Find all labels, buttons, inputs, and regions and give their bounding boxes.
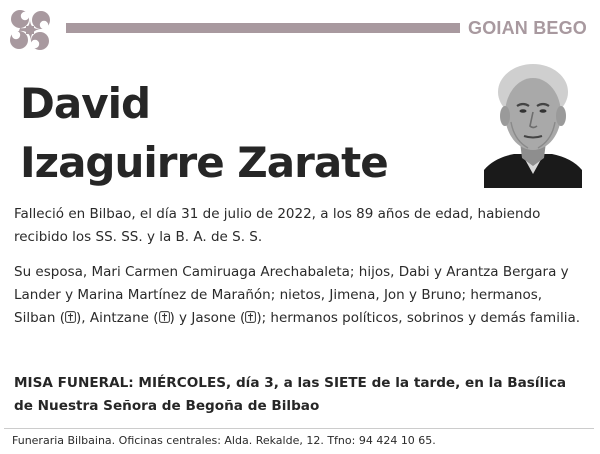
lauburu-icon [6, 6, 54, 54]
family-text-part: ), Aintzane ( [76, 310, 159, 326]
family-notice [14, 261, 586, 330]
family-text-part: Su esposa, Mari Carmen Camiruaga Arechabaleta; hijos, Dabi y Arantza Bergara y Lander y Marina Martínez de Marañón; nietos, Jimena, Jon y Bruno; hermanos, Silban ( [14, 264, 569, 326]
cross-icon [159, 311, 170, 323]
cross-icon [245, 311, 256, 323]
header-rule [66, 23, 460, 33]
death-notice: Falleció en Bilbao, el día 31 de julio de 2022, a los 89 años de edad, habiendo recibido los SS. SS. y la B. A. de S. S. [14, 206, 541, 245]
brand-name: GOIAN BEGO [468, 18, 588, 38]
family-text-part: ) y Jasone ( [169, 310, 246, 326]
portrait-photo [484, 62, 582, 188]
footer-divider [4, 428, 594, 429]
funeral-mass-notice: MISA FUNERAL: MIÉRCOLES, día 3, a las SIETE de la tarde, en la Basílica de Nuestra Señora de Begoña de Bilbao [14, 375, 567, 414]
cross-icon [65, 311, 76, 323]
family-text-part: ); hermanos políticos, sobrinos y demás familia. [256, 310, 581, 326]
deceased-first-name: David [20, 79, 151, 128]
funeral-home-info: Funeraria Bilbaina. Oficinas centrales: Alda. Rekalde, 12. Tfno: 94 424 10 65. [12, 434, 436, 447]
deceased-surnames: Izaguirre Zarate [20, 138, 388, 187]
